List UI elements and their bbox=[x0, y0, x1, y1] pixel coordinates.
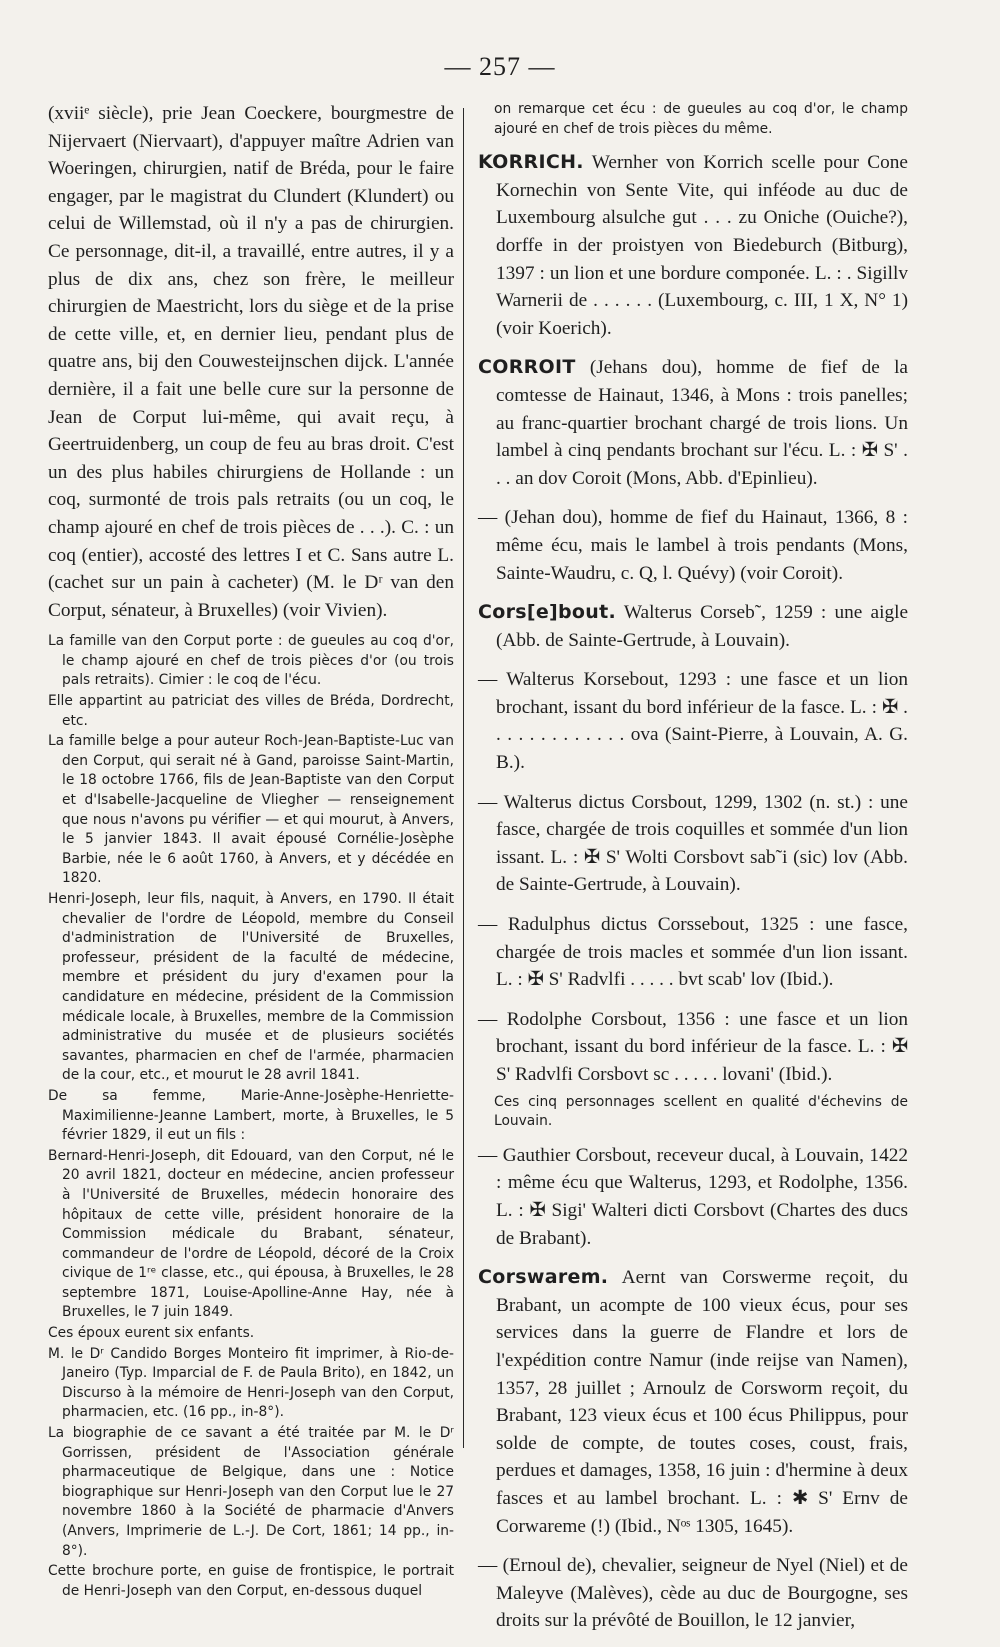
entry-corroit-2 bbox=[478, 504, 908, 587]
entry-text: (Jehans dou), homme de fief de la comtesse de Hainaut, 1346, à Mons : trois panelles; au franc-quartier brochant chargé de trois lions. Un lambel à cinq pendants brochant sur l'écu. L. : ✠ S' . . . an dov Coroit (Mons, Abb. d'Epinlieu). bbox=[496, 357, 908, 489]
entry-dash: — bbox=[478, 1144, 498, 1166]
note-paragraph: Bernard-Henri-Joseph, dit Edouard, van den Corput, né le 20 avril 1821, docteur en médecine, ancien professeur à l'Université de Bruxelles, médecin honoraire des hôpitaux de cette ville, président honoraire de la Commission médicale du Brabant, sénateur, commandeur de l'ordre de Léopold, décoré de la Croix civique de 1ʳᵉ classe, etc., qui épousa, à Bruxelles, le 28 septembre 1871, Louise-Apolline-Anne Hay, née à Bruxelles, le 7 juin 1849. bbox=[48, 1147, 454, 1321]
note-paragraph: Henri-Joseph, leur fils, naquit, à Anvers, en 1790. Il était chevalier de l'ordre de Léopold, membre du Conseil d'administration de l'Université de Bruxelles, professeur, président de la faculté de médecine, membre et président du jury d'examen pour la candidature en médecine, président de la Commission médicale locale, à Bruxelles, membre de la Commission administrative du musée et de plusieurs sociétés savantes, pharmacien en chef de l'armée, pharmacien de la cour, etc., et mourut le 28 avril 1841. bbox=[48, 891, 454, 1084]
entry-text: (Ernoul de), chevalier, seigneur de Nyel (Niel) et de Maleyve (Malèves), cède au duc de Bourgogne, ses droits sur la prévôté de Bouillon, le 12 janvier, bbox=[496, 1555, 908, 1632]
mid-note: Ces cinq personnages scellent en qualité d'échevins de Louvain. bbox=[494, 1093, 908, 1130]
entry-head: CORROIT bbox=[478, 356, 576, 379]
entry-dash: — bbox=[478, 507, 498, 529]
entry-text: Gauthier Corsbout, receveur ducal, à Louvain, 1422 : même écu que Walterus, 1293, et Rodolphe, 1356. L. : ✠ Sigi' Walteri dicti Corsbovt (Chartes des ducs de Brabant). bbox=[496, 1144, 908, 1249]
entry-head: Cors[e]bout. bbox=[478, 601, 617, 624]
entry-text: Wernher von Korrich scelle pour Cone Kornechin von Sente Vite, qui inféode au duc de Luxembourg alsulche gut . . . zu Oniche (Ouiche?), dorffe in der proistyen von Biedeburch (Bitburg), 1397 : un lion et une bordure componée. L. : . Sigillv Warnerii de . . . . . . (Luxembourg, c. III, 1 X, N° 1) (voir Koerich). bbox=[496, 152, 908, 339]
entry-text: Walterus Corseb˜, 1259 : une aigle (Abb. de Sainte-Gertrude, à Louvain). bbox=[496, 602, 908, 651]
entry-corsebout-5 bbox=[478, 1006, 908, 1089]
entry-corsebout bbox=[478, 599, 908, 654]
left-column bbox=[48, 100, 454, 1601]
entry-dash: — bbox=[478, 914, 498, 936]
note-paragraph: La biographie de ce savant a été traitée par M. le Dʳ Gorrissen, président de l'Association générale pharmaceutique de Belgique, dans une : Notice biographique sur Henri-Joseph van den Corput lue le 27 novembre 1860 à la Société de pharmacie d'Anvers (Anvers, Imprimerie de L.-J. De Cort, 1861; 14 pp., in-8°). bbox=[48, 1425, 454, 1559]
entry-dash: — bbox=[478, 1555, 498, 1577]
entry-text: Radulphus dictus Corssebout, 1325 : une fasce, chargée de trois macles et sommée d'un lion issant. L. : ✠ S' Radvlfi . . . . . bvt scab' lov (Ibid.). bbox=[496, 914, 908, 991]
entry-text: Aernt van Corswerme reçoit, du Brabant, un acompte de 100 vieux écus, pour ses services dans la guerre de Flandre et lors de l'expédition contre Namur (inde reijse van Namen), 1357, 28 juillet ; Arnoulz de Corsworm reçoit, du Brabant, 123 vieux écus et 100 écus Philippus, pour solde de compte, de toutes coses, coust, frais, perdues et damages, 1358, 16 juin : d'hermine à deux fasces et au lambel brochant. L. : ✱ S' Ernv de Corwareme (!) (Ibid., Nᵒˢ 1305, 1645). bbox=[496, 1267, 908, 1537]
note-paragraph: Elle appartint au patriciat des villes de Bréda, Dordrecht, etc. bbox=[48, 693, 454, 729]
entry-head: Corswarem. bbox=[478, 1266, 609, 1289]
note-paragraph: La famille van den Corput porte : de gueules au coq d'or, le champ ajouré en chef de trois pièces d'or (ou trois pals retraits). Cimier : le coq de l'écu. bbox=[48, 633, 454, 689]
entry-dash: — bbox=[478, 791, 498, 813]
note-paragraph: La famille belge a pour auteur Roch-Jean-Baptiste-Luc van den Corput, qui serait né à Gand, paroisse Saint-Martin, le 18 octobre 1766, fils de Jean-Baptiste van den Corput et d'Isabelle-Jacqueline de Vliegher — renseignement que nous n'avons pu vérifier — et qui mourut, à Anvers, le 5 janvier 1843. Il avait épousé Cornélie-Josèphe Barbie, née le 6 août 1760, à Anvers, et y décédée en 1820. bbox=[48, 733, 454, 887]
note-paragraph: Ces époux eurent six enfants. bbox=[48, 1325, 255, 1342]
entry-corsbout-gauthier bbox=[478, 1142, 908, 1252]
main-paragraph: (xviiᵉ siècle), prie Jean Coeckere, bourgmestre de Nijervaert (Niervaart), d'appuyer maître Adrien van Woeringen, chirurgien, natif de Bréda, pour le faire engager, par le magistrat du Clundert (Klundert) ou celui de Willemstad, où il n'y a pas de chirurgien. Ce personnage, dit-il, a travaillé, entre autres, il y a plus de dix ans, chez son frère, le meilleur chirurgien de Maestricht, lors du siège et de la prise de cette ville, et, en dernier lieu, pendant plus de quatre ans, bij den Couwesteijnschen dijck. L'année dernière, il a fait une belle cure sur la personne de Jean de Corput lui-même, qui avait reçu, à Geertruidenberg, un coup de feu au bras droit. C'est un des plus habiles chirurgiens de Hollande : un coq, surmonté de trois pals retraits (ou un coq, le champ ajouré en chef de trois pièces de . . .). C. : un coq (entier), accosté des lettres I et C. Sans autre L. (cachet sur un pain à cacheter) (M. le Dʳ van den Corput, sénateur, à Bruxelles) (voir Vivien). bbox=[48, 103, 454, 621]
entry-corsebout-4 bbox=[478, 911, 908, 994]
entry-corswarem-2 bbox=[478, 1552, 908, 1635]
note-paragraph: De sa femme, Marie-Anne-Josèphe-Henriette-Maximilienne-Jeanne Lambert, morte, à Bruxelles, le 5 février 1829, il eut un fils : bbox=[48, 1087, 454, 1144]
entry-text: Walterus dictus Corsbout, 1299, 1302 (n. st.) : une fasce, chargée de trois coquilles et sommée d'un lion issant. L. : ✠ S' Wolti Corsbovt sab˜i (sic) lov (Abb. de Sainte-Gertrude, à Louvain). bbox=[496, 791, 908, 896]
note-paragraph: M. le Dʳ Candido Borges Monteiro fit imprimer, à Rio-de-Janeiro (Typ. Imparcial de F. de Paula Brito), en 1842, un Discurso à la mémoire de Henri-Joseph van den Corput, pharmacien, etc. (16 pp., in-8°). bbox=[48, 1345, 454, 1421]
entry-text: (Jehan dou), homme de fief du Hainaut, 1366, 8 : même écu, mais le lambel à trois pendants (Mons, Sainte-Waudru, c. Q, l. Quévy) (voir Coroit). bbox=[496, 507, 908, 584]
page-number: — 257 — bbox=[444, 52, 556, 81]
note-paragraph: Cette brochure porte, en guise de frontispice, le portrait de Henri-Joseph van den Corput, en-dessous duquel bbox=[48, 1563, 454, 1599]
entry-dash: — bbox=[478, 669, 498, 691]
entry-corsebout-2 bbox=[478, 666, 908, 776]
entry-head: KORRICH. bbox=[478, 151, 584, 174]
entry-korrich bbox=[478, 149, 908, 342]
entry-corroit bbox=[478, 354, 908, 492]
entry-corsebout-3 bbox=[478, 789, 908, 899]
entry-text: Rodolphe Corsbout, 1356 : une fasce et un lion brochant, issant du bord inférieur de la fasce. L. : ✠ S' Radvlfi Corsbovt sc . . . . . lovani' (Ibid.). bbox=[496, 1008, 908, 1085]
entry-text: Walterus Korsebout, 1293 : une fasce et un lion brochant, issant du bord inférieur de la fasce. L. : ✠ . . . . . . . . . . . . . ova (Saint-Pierre, à Louvain, A. G. B.). bbox=[496, 669, 908, 774]
right-column bbox=[478, 100, 908, 1647]
notes-block bbox=[48, 632, 454, 1601]
top-note: on remarque cet écu : de gueules au coq d'or, le champ ajouré en chef de trois pièces du même. bbox=[494, 101, 908, 137]
entry-corswarem bbox=[478, 1264, 908, 1540]
entry-dash: — bbox=[478, 1008, 498, 1030]
column-divider bbox=[463, 108, 464, 1448]
